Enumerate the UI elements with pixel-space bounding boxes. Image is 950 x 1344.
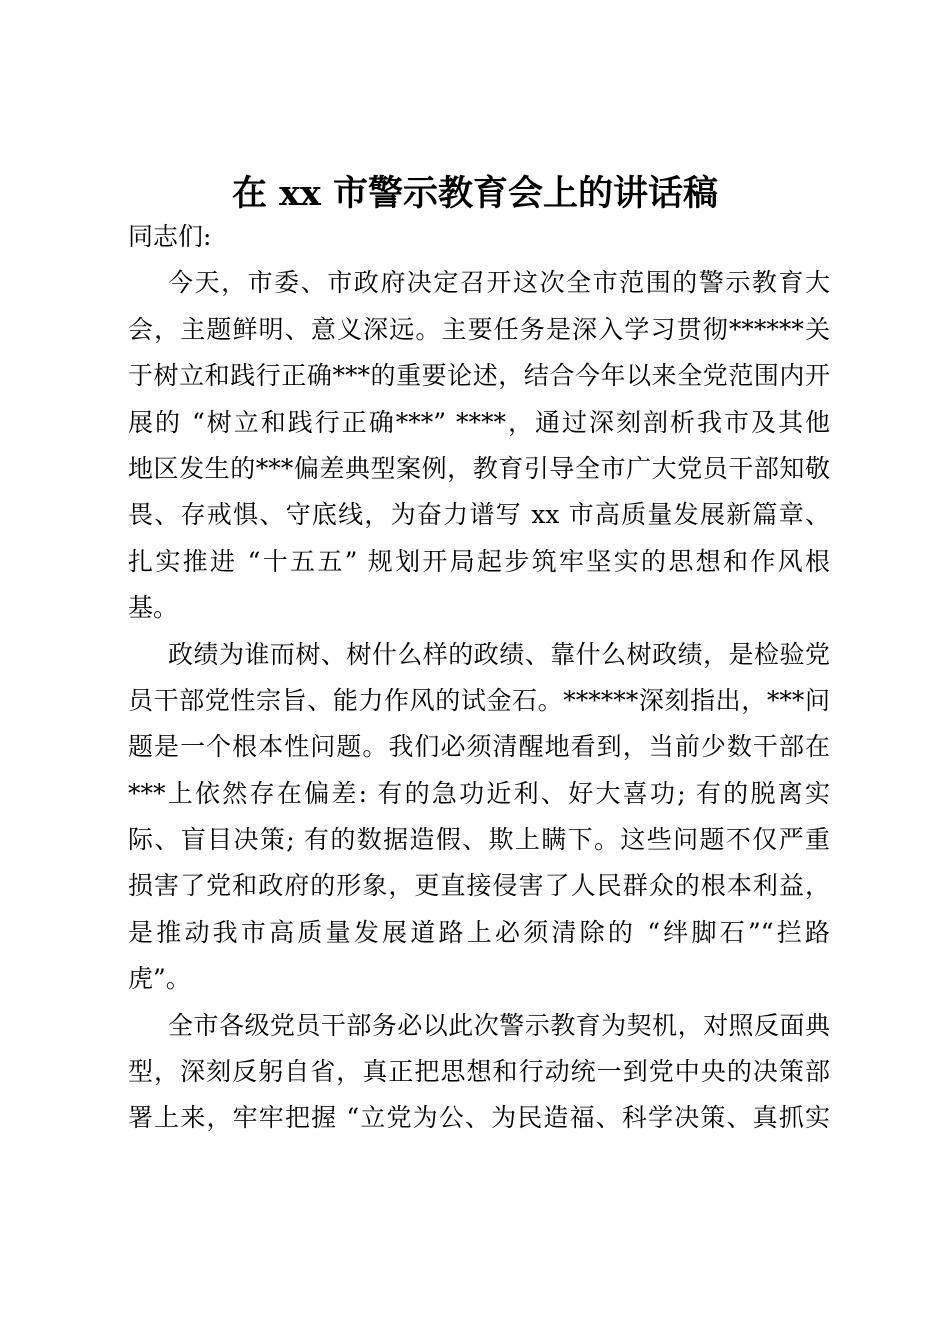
text-line: 地区发生的***偏差典型案例，教育引导全市广大党员干部知敬 (128, 453, 830, 483)
text-line: 署上来，牢牢把握 “立党为公、为民造福、科学决策、真抓实 (128, 1103, 830, 1133)
text-line: 会，主题鲜明、意义深远。主要任务是深入学习贯彻******关 (128, 314, 830, 344)
document-title: 在 xx 市警示教育会上的讲话稿 (231, 173, 719, 214)
text-line: 损害了党和政府的形象，更直接侵害了人民群众的根本利益， (128, 871, 830, 901)
text-line: ***上依然存在偏差: 有的急功近利、好大喜功; 有的脱离实 (128, 778, 830, 808)
salutation: 同志们: (128, 222, 212, 251)
text-line: 题是一个根本性问题。我们必须清醒地看到，当前少数干部在 (128, 732, 830, 762)
text-line: 畏、存戒惧、守底线，为奋力谱写 xx 市高质量发展新篇章、 (128, 500, 830, 530)
document-body (128, 214, 830, 1142)
text-line: 今天，市委、市政府决定召开这次全市范围的警示教育大 (168, 268, 830, 298)
text-line: 员干部党性宗旨、能力作风的试金石。******深刻指出，***问 (128, 685, 830, 715)
text-line: 基。 (128, 593, 179, 623)
paragraph-3 (128, 1003, 830, 1142)
text-line: 虎”。 (128, 964, 191, 994)
text-line: 于树立和践行正确***的重要论述，结合今年以来全党范围内开 (128, 361, 830, 391)
text-line: 展的 “树立和践行正确***” ****，通过深刻剖析我市及其他 (128, 407, 830, 437)
paragraph-2 (128, 632, 830, 1003)
text-line: 际、盲目决策; 有的数据造假、欺上瞒下。这些问题不仅严重 (128, 825, 830, 855)
paragraph-1 (128, 260, 830, 631)
text-line: 是推动我市高质量发展道路上必须清除的 “绊脚石”“拦路 (128, 917, 830, 947)
text-line: 政绩为谁而树、树什么样的政绩、靠什么树政绩，是检验党 (168, 639, 830, 669)
text-line: 全市各级党员干部务必以此次警示教育为契机，对照反面典 (168, 1010, 830, 1040)
text-line: 型，深刻反躬自省，真正把思想和行动统一到党中央的决策部 (128, 1057, 830, 1087)
text-line: 扎实推进 “十五五” 规划开局起步筑牢坚实的思想和作风根 (128, 546, 830, 576)
